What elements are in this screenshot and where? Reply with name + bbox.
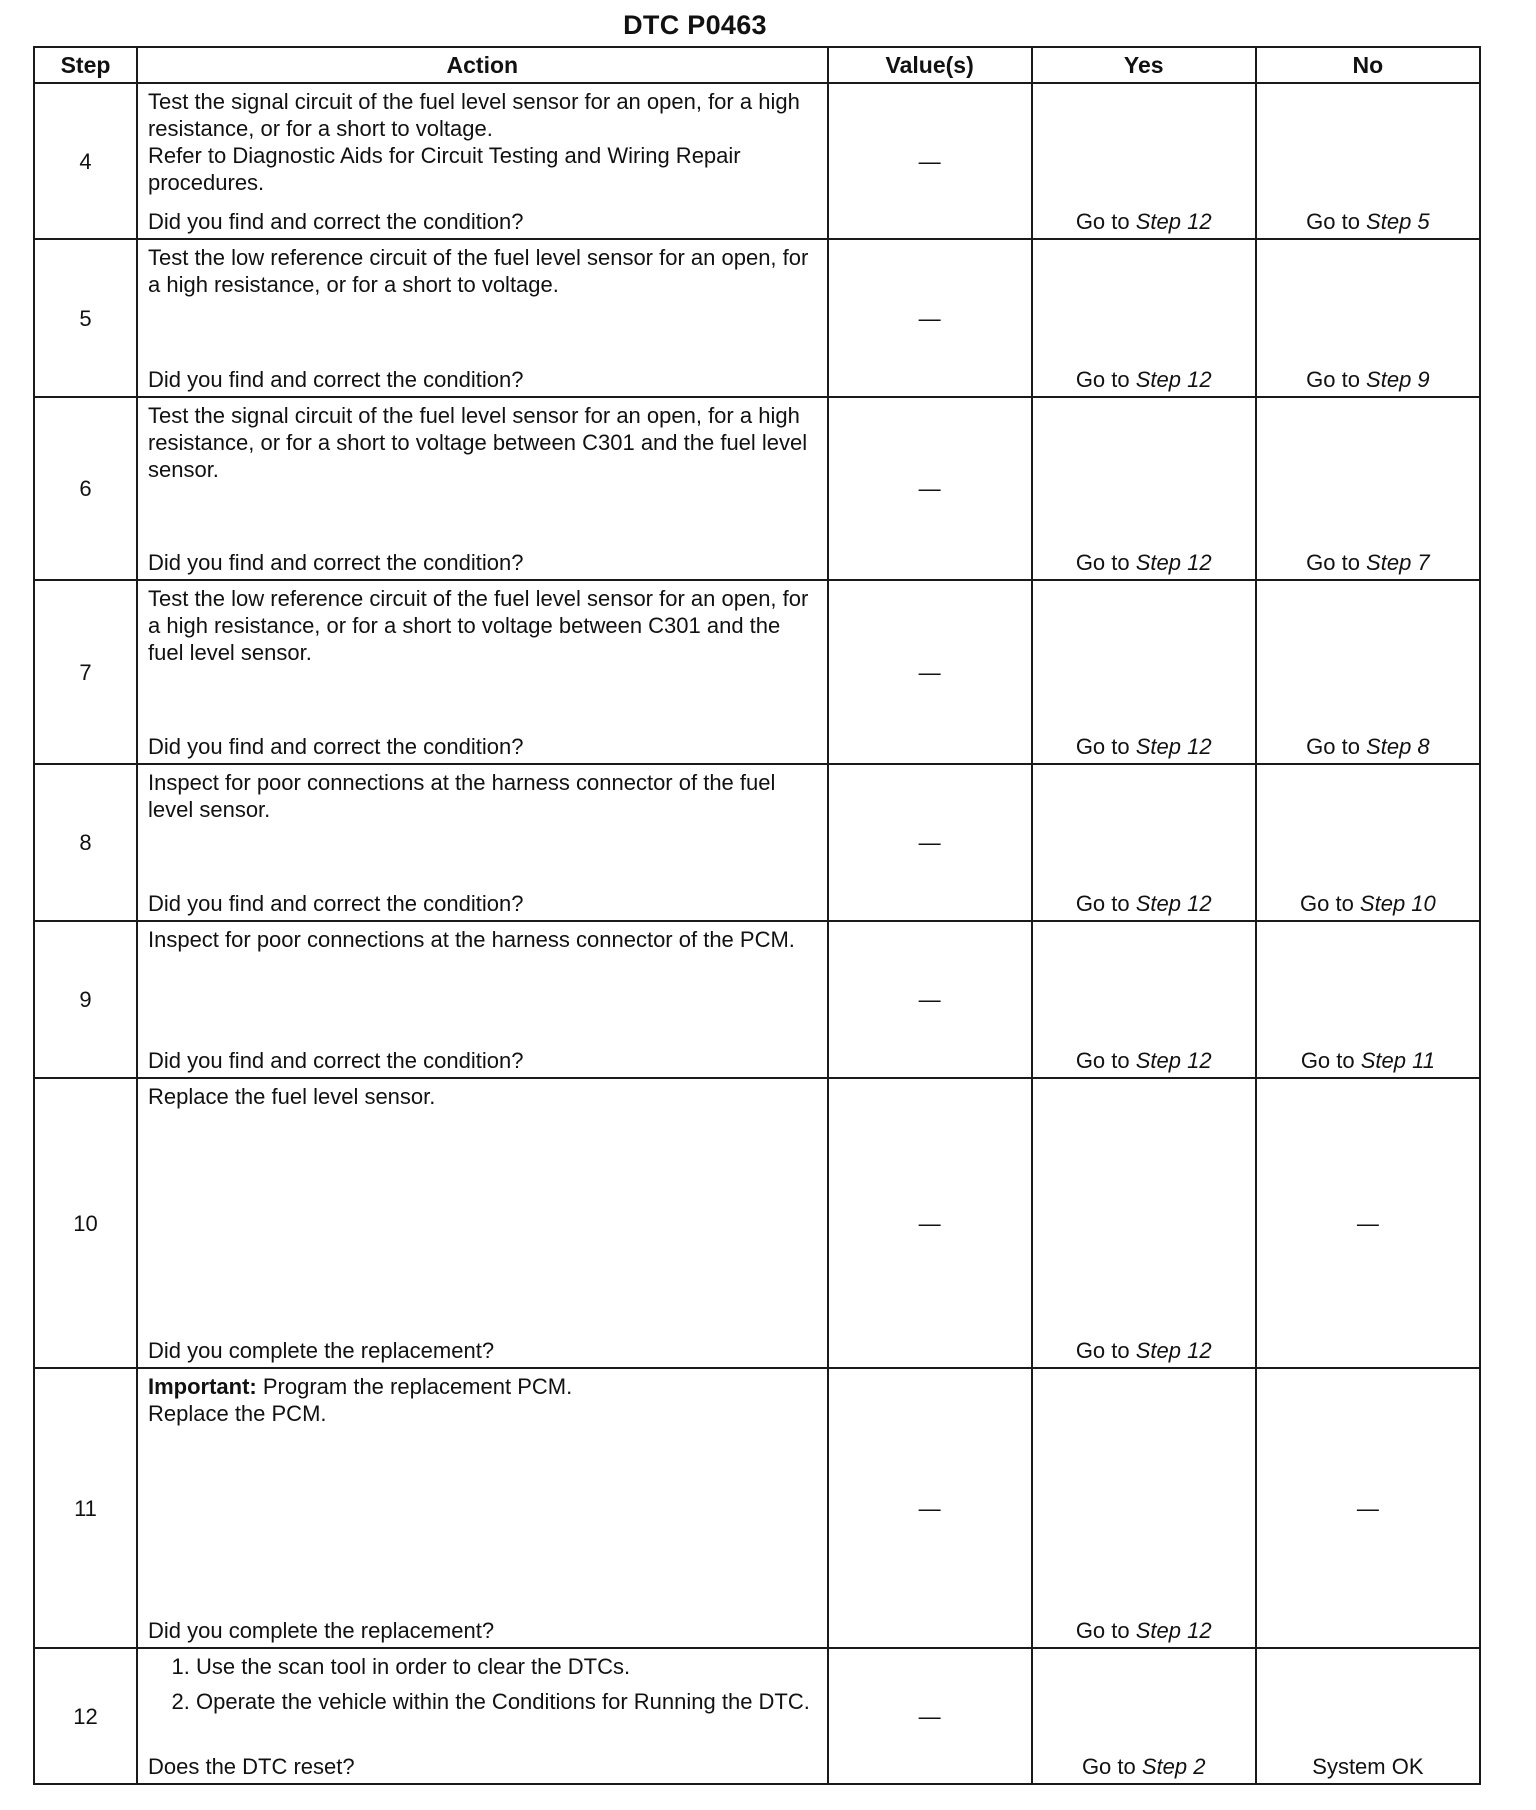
action-text: Inspect for poor connections at the harness connector of the fuel level sensor. [147,770,776,822]
action-cell [137,397,828,580]
step-number: 5 [34,239,137,397]
action-text: Replace the PCM. [147,1401,327,1426]
action-text: Refer to Diagnostic Aids for Circuit Testing and Wiring Repair procedures. [147,143,741,195]
table-row [34,83,1480,239]
result-prefix: Go to [1300,1048,1361,1073]
step-link[interactable]: Step 12 [1135,1048,1212,1073]
action-steps-list [148,1653,817,1715]
result-prefix: Go to [1306,550,1367,575]
result-prefix: Go to [1075,1048,1136,1073]
yes-result [1032,1078,1256,1368]
important-note [148,1373,817,1400]
yes-result [1032,580,1256,764]
table-header-row [34,47,1480,83]
yes-result [1032,239,1256,397]
no-result: System OK [1256,1648,1480,1784]
value-cell: — [828,580,1032,764]
table-row [34,921,1480,1078]
result-prefix: Go to [1306,209,1367,234]
result-prefix: Go to [1075,550,1136,575]
value-cell: — [828,397,1032,580]
step-link[interactable]: Step 9 [1366,367,1430,392]
value-cell: — [828,239,1032,397]
result-prefix: Go to [1075,209,1136,234]
step-link[interactable]: Step 10 [1359,891,1436,916]
action-question: Did you find and correct the condition? [147,209,524,234]
important-text: Program the replacement PCM. [256,1374,573,1399]
table-row [34,1368,1480,1648]
action-question: Did you find and correct the condition? [147,1048,524,1073]
action-cell [137,764,828,921]
step-link[interactable]: Step 2 [1141,1754,1206,1779]
step-number: 6 [34,397,137,580]
action-text: Test the low reference circuit of the fuel level sensor for an open, for a high resistance, or for a short to voltage. [147,245,809,297]
action-cell [137,239,828,397]
step-number: 11 [34,1368,137,1648]
header-step: Step [34,47,137,83]
yes-result [1032,397,1256,580]
result-prefix: Go to [1081,1754,1142,1779]
result-prefix: Go to [1075,367,1136,392]
action-cell [137,1078,828,1368]
value-cell: — [828,1078,1032,1368]
step-number: 4 [34,83,137,239]
value-cell: — [828,921,1032,1078]
step-link[interactable]: Step 12 [1135,367,1212,392]
no-result [1256,580,1480,764]
diagnostic-table [33,46,1481,1785]
result-prefix: Go to [1075,1338,1136,1363]
step-link[interactable]: Step 12 [1135,891,1212,916]
action-text: Test the signal circuit of the fuel level sensor for an open, for a high resistance, or for a short to voltage. [147,89,800,141]
action-text: Inspect for poor connections at the harness connector of the PCM. [147,927,795,952]
step-number: 10 [34,1078,137,1368]
page-title: DTC P0463 [623,10,767,40]
action-text: Replace the fuel level sensor. [147,1084,436,1109]
action-question: Did you find and correct the condition? [147,550,524,575]
action-text: Test the low reference circuit of the fuel level sensor for an open, for a high resistance, or for a short to voltage between C301 and the fuel level sensor. [147,586,809,665]
table-row [34,1078,1480,1368]
action-cell [137,83,828,239]
no-result [1256,239,1480,397]
step-link[interactable]: Step 8 [1366,734,1430,759]
action-cell [137,580,828,764]
no-result: — [1256,1078,1480,1368]
header-no: No [1256,47,1480,83]
step-number: 8 [34,764,137,921]
result-prefix: Go to [1075,734,1136,759]
yes-result [1032,764,1256,921]
yes-result [1032,1648,1256,1784]
value-cell: — [828,83,1032,239]
no-result: — [1256,1368,1480,1648]
header-yes: Yes [1032,47,1256,83]
list-item: 1. Use the scan tool in order to clear the DTCs. [196,1653,817,1680]
value-cell: — [828,764,1032,921]
header-action: Action [137,47,828,83]
step-link[interactable]: Step 12 [1135,550,1212,575]
table-row [34,580,1480,764]
table-row [34,764,1480,921]
table-row [34,239,1480,397]
step-link[interactable]: Step 11 [1360,1048,1435,1073]
step-link[interactable]: Step 12 [1135,209,1212,234]
step-link[interactable]: Step 5 [1366,209,1430,234]
step-link[interactable]: Step 7 [1366,550,1430,575]
no-result [1256,397,1480,580]
list-item: 2. Operate the vehicle within the Conditions for Running the DTC. [196,1688,817,1715]
action-question: Does the DTC reset? [147,1754,355,1779]
header-values: Value(s) [828,47,1032,83]
action-question: Did you find and correct the condition? [147,891,524,916]
action-question: Did you find and correct the condition? [147,367,524,392]
result-prefix: Go to [1075,1618,1136,1643]
important-label: Important: [147,1374,257,1399]
step-link[interactable]: Step 12 [1135,1618,1212,1643]
action-cell [137,1648,828,1784]
action-cell [137,1368,828,1648]
no-result [1256,764,1480,921]
result-prefix: Go to [1300,891,1360,916]
step-link[interactable]: Step 12 [1135,734,1212,759]
step-number: 9 [34,921,137,1078]
action-question: Did you find and correct the condition? [147,734,524,759]
action-text: Test the signal circuit of the fuel level sensor for an open, for a high resistance, or for a short to voltage between C301 and the fuel level sensor. [147,403,808,482]
action-cell [137,921,828,1078]
no-result [1256,921,1480,1078]
yes-result [1032,921,1256,1078]
step-link[interactable]: Step 12 [1135,1338,1212,1363]
step-number: 7 [34,580,137,764]
value-cell: — [828,1648,1032,1784]
result-prefix: Go to [1306,367,1367,392]
value-cell: — [828,1368,1032,1648]
table-row [34,397,1480,580]
no-result [1256,83,1480,239]
result-prefix: Go to [1306,734,1367,759]
action-question: Did you complete the replacement? [147,1338,495,1363]
action-question: Did you complete the replacement? [147,1618,495,1643]
yes-result [1032,83,1256,239]
step-number: 12 [34,1648,137,1784]
table-row [34,1648,1480,1784]
yes-result [1032,1368,1256,1648]
result-prefix: Go to [1075,891,1136,916]
